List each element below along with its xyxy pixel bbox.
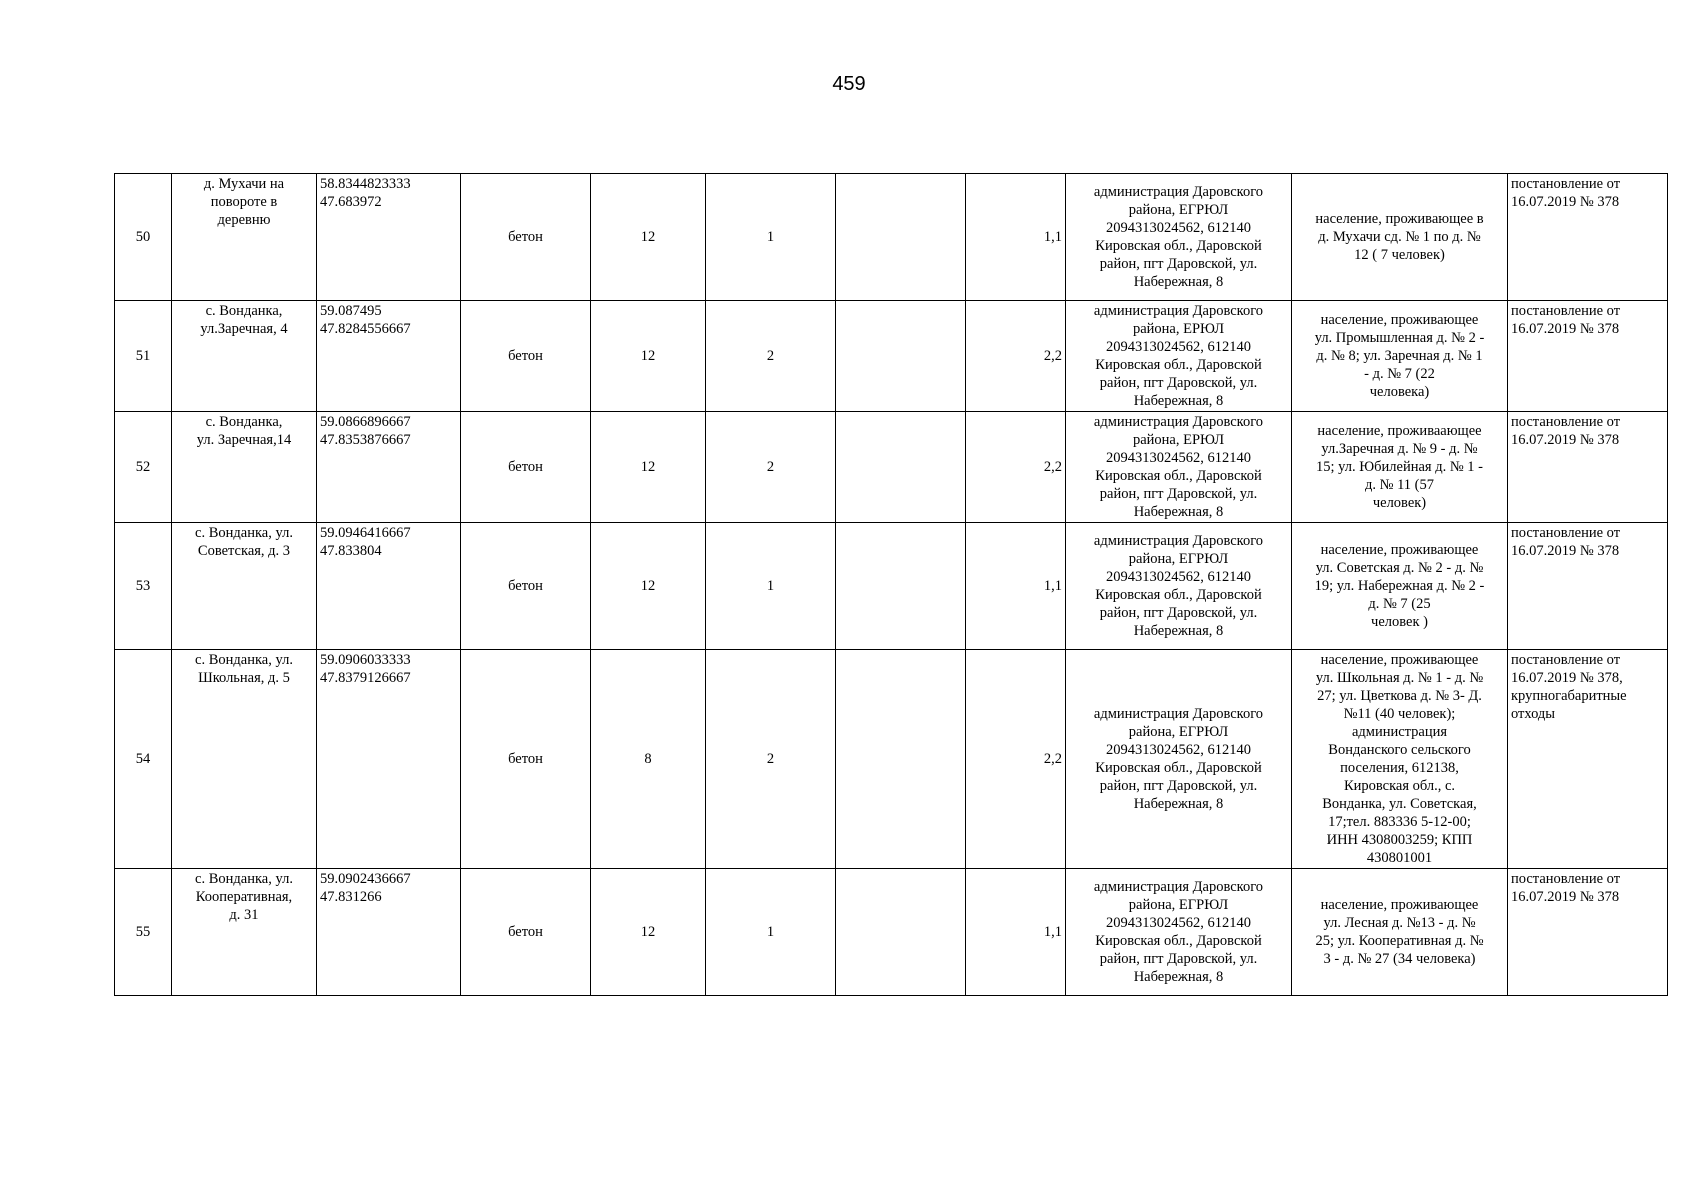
volume-cell: 1,1	[966, 523, 1066, 650]
owner-line: района, ЕГРЮЛ	[1128, 551, 1229, 567]
volume-cell: 2,2	[966, 650, 1066, 869]
coordinates-cell	[317, 650, 461, 869]
registry-table	[114, 173, 1668, 996]
sources-line: человека)	[1369, 384, 1430, 400]
owner-line: район, пгт Даровской, ул.	[1099, 256, 1258, 272]
container-count-cell: 2	[706, 301, 836, 412]
planned-containers-cell	[836, 412, 966, 523]
sources-line: 17;тел. 883336 5-12-00;	[1328, 814, 1471, 830]
coordinates-cell	[317, 174, 461, 301]
sources-line: население, проживающее в	[1315, 211, 1484, 227]
sources-line: ул. Промышленная д. № 2 -	[1314, 330, 1485, 346]
coordinates-cell	[317, 412, 461, 523]
owner-line: района, ЕГРЮЛ	[1128, 897, 1229, 913]
sources-line: население, проживающее	[1320, 897, 1479, 913]
decree-line: отходы	[1511, 706, 1556, 722]
table-body	[115, 174, 1668, 996]
sources-line: человек)	[1372, 495, 1427, 511]
area-cell: 8	[591, 650, 706, 869]
owner-cell	[1066, 412, 1292, 523]
owner-line: Кировская обл., Даровской	[1095, 357, 1262, 373]
address-line: ул.Заречная, 4	[200, 321, 288, 337]
owner-line: администрация Даровского	[1093, 879, 1264, 895]
owner-cell	[1066, 650, 1292, 869]
sources-line: поселения, 612138,	[1340, 760, 1459, 776]
container-count-cell: 2	[706, 412, 836, 523]
area-cell: 12	[591, 523, 706, 650]
sources-line: 19; ул. Набережная д. № 2 -	[1314, 578, 1485, 594]
area-cell: 12	[591, 412, 706, 523]
volume-cell: 1,1	[966, 869, 1066, 996]
sources-line: ИНН 4308003259; КПП	[1326, 832, 1473, 848]
decree-cell	[1508, 412, 1668, 523]
area-cell: 12	[591, 301, 706, 412]
container-count-cell: 1	[706, 869, 836, 996]
address-line: с. Вонданка, ул.	[195, 525, 293, 541]
waste-sources-cell	[1292, 301, 1508, 412]
sources-line: Вонданского сельского	[1328, 742, 1471, 758]
sources-line: население, проживающее	[1320, 652, 1479, 668]
sources-line: д. № 11 (57	[1364, 477, 1434, 493]
address-line: Советская, д. 3	[197, 543, 291, 559]
sources-line: Кировская обл., с.	[1343, 778, 1456, 794]
owner-line: Кировская обл., Даровской	[1095, 760, 1262, 776]
owner-line: администрация Даровского	[1093, 533, 1264, 549]
owner-cell	[1066, 869, 1292, 996]
owner-line: администрация Даровского	[1093, 184, 1264, 200]
surface-cell: бетон	[461, 174, 591, 301]
coords-line: 47.8379126667	[320, 670, 411, 686]
address-line: с. Вонданка, ул.	[195, 652, 293, 668]
planned-containers-cell	[836, 174, 966, 301]
owner-line: Набережная, 8	[1133, 393, 1224, 409]
coords-line: 59.0902436667	[320, 871, 411, 887]
table-row	[115, 523, 1668, 650]
owner-line: района, ЕГРЮЛ	[1128, 202, 1229, 218]
row-number: 53	[115, 523, 172, 650]
address-line: д. 31	[229, 907, 259, 923]
waste-sources-cell	[1292, 869, 1508, 996]
address-cell	[172, 869, 317, 996]
volume-cell: 1,1	[966, 174, 1066, 301]
owner-line: администрация Даровского	[1093, 706, 1264, 722]
decree-cell	[1508, 174, 1668, 301]
owner-line: Набережная, 8	[1133, 274, 1224, 290]
volume-cell: 2,2	[966, 301, 1066, 412]
sources-line: ул. Советская д. № 2 - д. №	[1315, 560, 1484, 576]
owner-line: 2094313024562, 612140	[1106, 450, 1251, 466]
waste-sources-cell	[1292, 523, 1508, 650]
waste-sources-cell	[1292, 174, 1508, 301]
address-line: с. Вонданка,	[205, 414, 283, 430]
decree-line: постановление от	[1511, 525, 1621, 541]
sources-line: 3 - д. № 27 (34 человека)	[1323, 951, 1476, 967]
surface-cell: бетон	[461, 412, 591, 523]
decree-cell	[1508, 869, 1668, 996]
address-line: Школьная, д. 5	[198, 670, 290, 686]
sources-line: администрация	[1351, 724, 1448, 740]
address-cell	[172, 650, 317, 869]
owner-line: район, пгт Даровской, ул.	[1099, 486, 1258, 502]
sources-line: д. № 8; ул. Заречная д. № 1	[1316, 348, 1483, 364]
sources-line: человек )	[1371, 614, 1428, 630]
decree-line: постановление от	[1511, 652, 1621, 668]
decree-cell	[1508, 523, 1668, 650]
sources-line: ул. Лесная д. №13 - д. №	[1323, 915, 1476, 931]
owner-line: администрация Даровского	[1093, 303, 1264, 319]
owner-line: района, ЕРЮЛ	[1132, 432, 1225, 448]
container-count-cell: 1	[706, 523, 836, 650]
owner-line: район, пгт Даровской, ул.	[1099, 375, 1258, 391]
owner-cell	[1066, 301, 1292, 412]
address-cell	[172, 412, 317, 523]
owner-line: 2094313024562, 612140	[1106, 915, 1251, 931]
coords-line: 47.683972	[320, 194, 382, 210]
owner-cell	[1066, 174, 1292, 301]
owner-line: район, пгт Даровской, ул.	[1099, 778, 1258, 794]
sources-line: 430801001	[1366, 850, 1433, 866]
owner-cell	[1066, 523, 1292, 650]
owner-line: район, пгт Даровской, ул.	[1099, 605, 1258, 621]
table-row	[115, 412, 1668, 523]
planned-containers-cell	[836, 650, 966, 869]
coords-line: 59.0906033333	[320, 652, 411, 668]
decree-line: постановление от	[1511, 303, 1621, 319]
sources-line: 25; ул. Кооперативная д. №	[1315, 933, 1484, 949]
address-line: деревню	[217, 212, 271, 228]
owner-line: Набережная, 8	[1133, 969, 1224, 985]
row-number: 54	[115, 650, 172, 869]
table-row	[115, 174, 1668, 301]
address-line: повороте в	[210, 194, 278, 210]
coordinates-cell	[317, 523, 461, 650]
owner-line: Набережная, 8	[1133, 796, 1224, 812]
decree-line: постановление от	[1511, 871, 1621, 887]
sources-line: население, проживающее	[1320, 312, 1479, 328]
container-count-cell: 2	[706, 650, 836, 869]
owner-line: Кировская обл., Даровской	[1095, 238, 1262, 254]
decree-line: 16.07.2019 № 378,	[1511, 670, 1623, 686]
owner-line: 2094313024562, 612140	[1106, 339, 1251, 355]
address-line: д. Мухачи на	[203, 176, 285, 192]
coords-line: 47.8284556667	[320, 321, 411, 337]
owner-line: администрация Даровского	[1093, 414, 1264, 430]
owner-line: Кировская обл., Даровской	[1095, 933, 1262, 949]
owner-line: Набережная, 8	[1133, 623, 1224, 639]
coords-line: 47.833804	[320, 543, 382, 559]
decree-line: постановление от	[1511, 176, 1621, 192]
row-number: 51	[115, 301, 172, 412]
table-row	[115, 869, 1668, 996]
decree-line: 16.07.2019 № 378	[1511, 321, 1620, 337]
decree-line: постановление от	[1511, 414, 1621, 430]
address-line: с. Вонданка, ул.	[195, 871, 293, 887]
owner-line: район, пгт Даровской, ул.	[1099, 951, 1258, 967]
surface-cell: бетон	[461, 523, 591, 650]
row-number: 50	[115, 174, 172, 301]
row-number: 55	[115, 869, 172, 996]
container-count-cell: 1	[706, 174, 836, 301]
owner-line: района, ЕГРЮЛ	[1128, 724, 1229, 740]
owner-line: 2094313024562, 612140	[1106, 742, 1251, 758]
decree-line: 16.07.2019 № 378	[1511, 889, 1620, 905]
sources-line: д. Мухачи сд. № 1 по д. №	[1318, 229, 1481, 245]
sources-line: д. № 7 (25	[1368, 596, 1431, 612]
owner-line: района, ЕРЮЛ	[1132, 321, 1225, 337]
sources-line: ул. Школьная д. № 1 - д. №	[1315, 670, 1484, 686]
address-cell	[172, 174, 317, 301]
coords-line: 58.8344823333	[320, 176, 411, 192]
decree-line: 16.07.2019 № 378	[1511, 194, 1620, 210]
sources-line: население, проживающее	[1320, 542, 1479, 558]
table-row	[115, 301, 1668, 412]
coords-line: 47.831266	[320, 889, 382, 905]
sources-line: ул.Заречная д. № 9 - д. №	[1321, 441, 1478, 457]
decree-cell	[1508, 301, 1668, 412]
area-cell: 12	[591, 174, 706, 301]
coordinates-cell	[317, 301, 461, 412]
address-cell	[172, 301, 317, 412]
address-line: с. Вонданка,	[205, 303, 283, 319]
waste-sources-cell	[1292, 412, 1508, 523]
owner-line: Набережная, 8	[1133, 504, 1224, 520]
decree-cell	[1508, 650, 1668, 869]
sources-line: - д. № 7 (22	[1364, 366, 1435, 382]
decree-line: крупногабаритные	[1511, 688, 1627, 704]
area-cell: 12	[591, 869, 706, 996]
planned-containers-cell	[836, 869, 966, 996]
sources-line: 12 ( 7 человек)	[1354, 247, 1445, 263]
coords-line: 47.8353876667	[320, 432, 411, 448]
planned-containers-cell	[836, 301, 966, 412]
sources-line: №11 (40 человек);	[1343, 706, 1456, 722]
page-number: 459	[832, 73, 866, 95]
sources-line: Вонданка, ул. Советская,	[1322, 796, 1477, 812]
decree-line: 16.07.2019 № 378	[1511, 432, 1620, 448]
volume-cell: 2,2	[966, 412, 1066, 523]
coords-line: 59.0866896667	[320, 414, 411, 430]
owner-line: Кировская обл., Даровской	[1095, 468, 1262, 484]
waste-sources-cell	[1292, 650, 1508, 869]
coords-line: 59.087495	[320, 303, 382, 319]
table-row	[115, 650, 1668, 869]
owner-line: 2094313024562, 612140	[1106, 220, 1251, 236]
address-cell	[172, 523, 317, 650]
surface-cell: бетон	[461, 869, 591, 996]
address-line: Кооперативная,	[195, 889, 293, 905]
sources-line: население, проживаающее	[1317, 423, 1482, 439]
planned-containers-cell	[836, 523, 966, 650]
row-number: 52	[115, 412, 172, 523]
surface-cell: бетон	[461, 301, 591, 412]
owner-line: 2094313024562, 612140	[1106, 569, 1251, 585]
coordinates-cell	[317, 869, 461, 996]
sources-line: 15; ул. Юбилейная д. № 1 -	[1315, 459, 1483, 475]
owner-line: Кировская обл., Даровской	[1095, 587, 1262, 603]
address-line: ул. Заречная,14	[196, 432, 292, 448]
decree-line: 16.07.2019 № 378	[1511, 543, 1620, 559]
surface-cell: бетон	[461, 650, 591, 869]
sources-line: 27; ул. Цветкова д. № 3- Д.	[1317, 688, 1482, 704]
coords-line: 59.0946416667	[320, 525, 411, 541]
